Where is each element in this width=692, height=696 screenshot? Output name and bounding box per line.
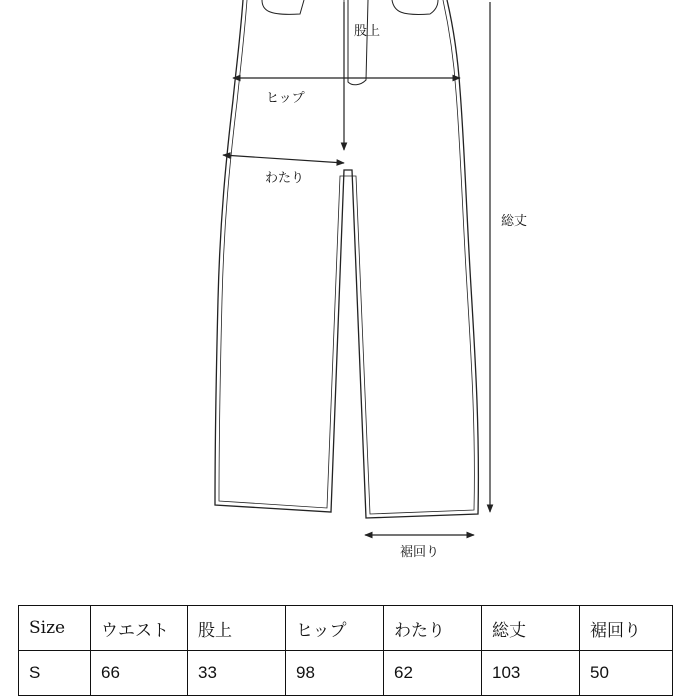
table-cell: 50 [580, 651, 673, 696]
hip-label: ヒップ [266, 91, 305, 106]
thigh-arrow [223, 155, 344, 163]
header-cell: 裾回り [580, 606, 673, 651]
header-cell: ヒップ [286, 606, 384, 651]
header-cell: 総丈 [482, 606, 580, 651]
header-cell: Size [19, 606, 91, 651]
rise-label: 股上 [354, 24, 381, 39]
header-cell: ウエスト [91, 606, 188, 651]
hem-label: 裾回り [400, 545, 440, 560]
header-cell: 股上 [188, 606, 286, 651]
table-cell: 98 [286, 651, 384, 696]
table-cell: S [19, 651, 91, 696]
table-header-row [19, 606, 673, 651]
thigh-label: わたり [265, 171, 305, 186]
size-table [18, 605, 673, 696]
table-cell: 66 [91, 651, 188, 696]
table-row [19, 651, 673, 696]
header-cell: わたり [384, 606, 482, 651]
table-cell: 62 [384, 651, 482, 696]
table-cell: 33 [188, 651, 286, 696]
length-label: 総丈 [501, 214, 528, 229]
table-cell: 103 [482, 651, 580, 696]
